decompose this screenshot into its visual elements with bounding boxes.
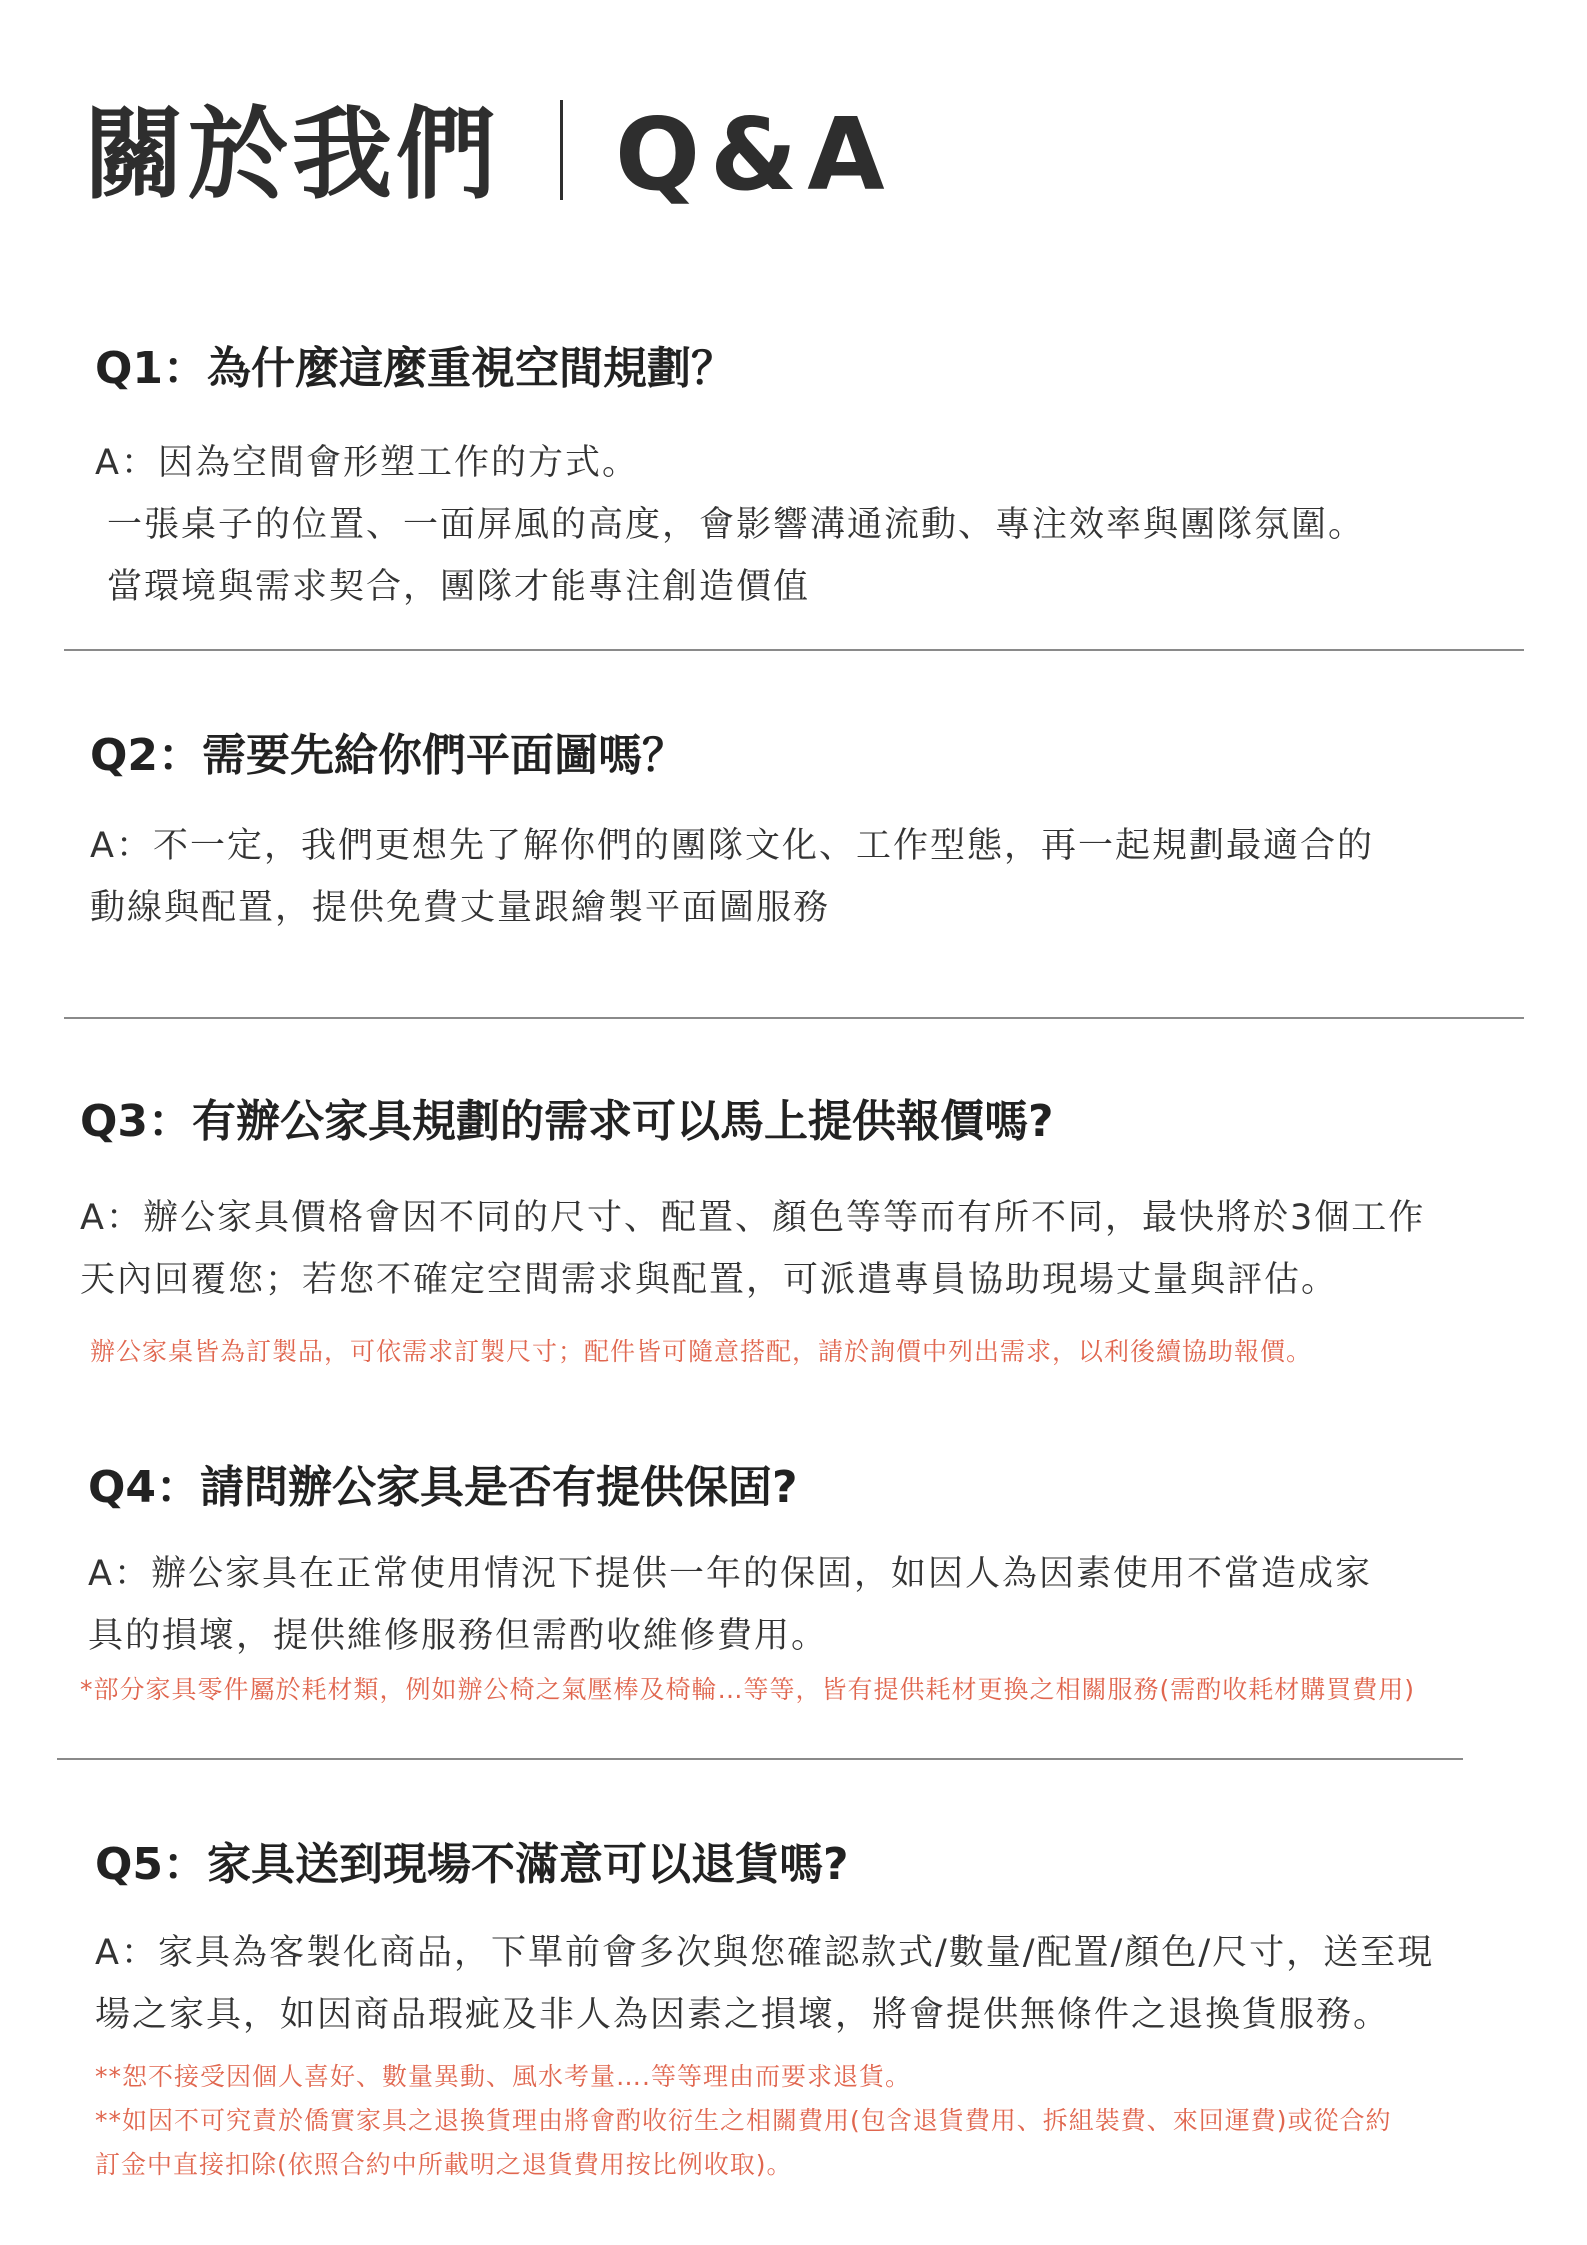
note-3: 辦公家桌皆為訂製品，可依需求訂製尺寸；配件皆可隨意搭配，請於詢價中列出需求，以利後續協助報價。 [90, 1337, 1313, 1366]
question-1: Q1：為什麼這麼重視空間規劃？ [95, 343, 736, 394]
answer-2 [90, 815, 1374, 939]
note-4: *部分家具零件屬於耗材類，例如辦公椅之氣壓棒及椅輪…等等，皆有提供耗材更換之相關服務(需酌收耗材購買費用) [80, 1675, 1416, 1704]
divider [64, 649, 1524, 651]
note-5-line: 訂金中直接扣除(依照合約中所載明之退貨費用按比例收取)。 [95, 2150, 793, 2179]
page-title-en: Q&A [615, 96, 895, 213]
divider [57, 1758, 1463, 1760]
question-5: Q5：家具送到現場不滿意可以退貨嗎? [95, 1839, 849, 1890]
divider [64, 1017, 1524, 1019]
note-5-line: **恕不接受因個人喜好、數量異動、風水考量….等等理由而要求退貨。 [95, 2062, 911, 2091]
answer-4-line: A：辦公家具在正常使用情況下提供一年的保固，如因人為因素使用不當造成家 [88, 1554, 1372, 1594]
answer-4 [88, 1543, 1372, 1667]
answer-3 [80, 1187, 1425, 1311]
answer-3-line: 天內回覆您；若您不確定空間需求與配置，可派遣專員協助現場丈量與評估。 [80, 1260, 1339, 1300]
question-2: Q2：需要先給你們平面圖嗎？ [90, 730, 687, 781]
answer-1-line: A：因為空間會形塑工作的方式。 [95, 443, 639, 483]
question-4: Q4：請問辦公家具是否有提供保固? [88, 1462, 798, 1513]
title-separator [560, 100, 563, 200]
answer-3-line: A：辦公家具價格會因不同的尺寸、配置、顏色等等而有所不同，最快將於3個工作 [80, 1198, 1426, 1238]
answer-5-line: 場之家具，如因商品瑕疵及非人為因素之損壞，將會提供無條件之退換貨服務。 [95, 1995, 1391, 2035]
page-title: 關於我們 [84, 96, 500, 213]
answer-2-line: 動線與配置，提供免費丈量跟繪製平面圖服務 [90, 888, 831, 928]
answer-5-line: A：家具為客製化商品，下單前會多次與您確認款式/數量/配置/顏色/尺寸，送至現 [95, 1933, 1435, 1973]
answer-4-line: 具的損壞，提供維修服務但需酌收維修費用。 [88, 1616, 829, 1656]
answer-2-line: A：不一定，我們更想先了解你們的團隊文化、工作型態，再一起規劃最適合的 [90, 826, 1374, 866]
answer-1 [95, 432, 1365, 618]
answer-5 [95, 1922, 1434, 2046]
answer-1-line: 一張桌子的位置、一面屏風的高度，會影響溝通流動、專注效率與團隊氛圍。 [107, 505, 1366, 545]
answer-1-line: 當環境與需求契合，團隊才能專注創造價值 [107, 567, 811, 607]
question-3: Q3：有辦公家具規劃的需求可以馬上提供報價嗎? [80, 1096, 1054, 1147]
note-5-line: **如因不可究責於僑實家具之退換貨理由將會酌收衍生之相關費用(包含退貨費用、拆組裝費、來回運費)或從合約 [95, 2106, 1392, 2135]
notes-5 [95, 2055, 1392, 2187]
